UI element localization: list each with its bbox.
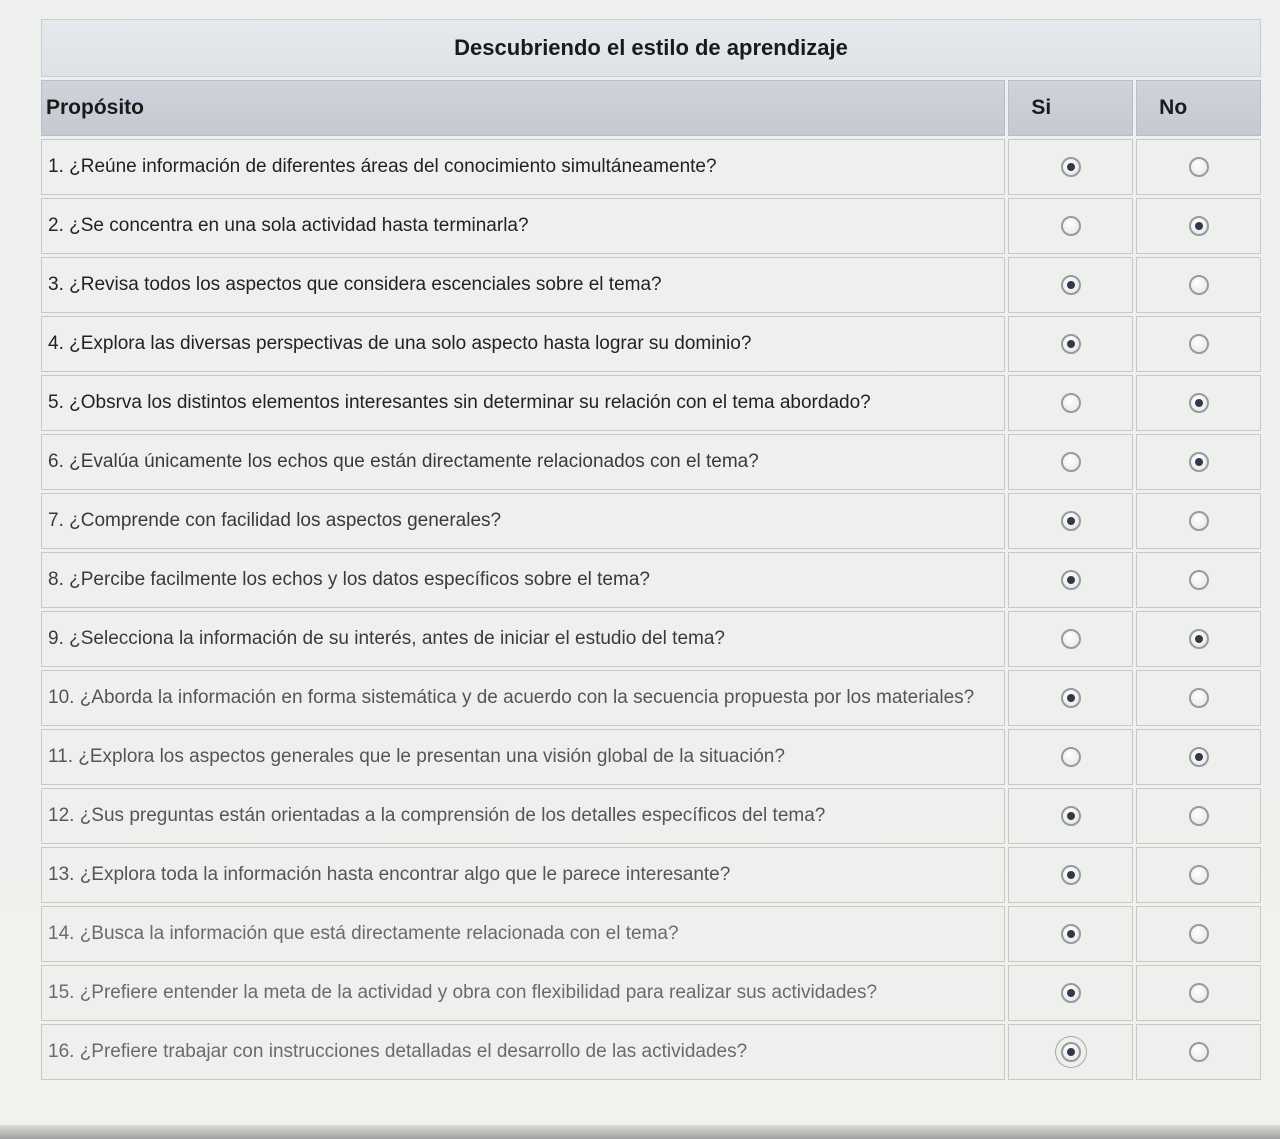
no-option-cell — [1136, 552, 1261, 608]
yes-radio-selected-icon[interactable] — [1061, 570, 1081, 590]
yes-radio-selected-icon[interactable] — [1061, 334, 1081, 354]
no-option-cell — [1136, 257, 1261, 313]
yes-radio-unselected-icon[interactable] — [1061, 629, 1081, 649]
no-option-cell — [1136, 198, 1261, 254]
no-radio-unselected-icon[interactable] — [1189, 806, 1209, 826]
question-row — [41, 965, 1261, 1021]
no-radio-unselected-icon[interactable] — [1189, 688, 1209, 708]
question-text: 8. ¿Percibe facilmente los echos y los datos específicos sobre el tema? — [41, 552, 1005, 608]
yes-option-cell — [1008, 611, 1133, 667]
yes-option-cell — [1008, 316, 1133, 372]
question-row — [41, 729, 1261, 785]
yes-radio-selected-icon[interactable] — [1061, 157, 1081, 177]
no-option-cell — [1136, 670, 1261, 726]
no-radio-unselected-icon[interactable] — [1189, 157, 1209, 177]
no-radio-unselected-icon[interactable] — [1189, 275, 1209, 295]
no-radio-unselected-icon[interactable] — [1189, 334, 1209, 354]
yes-radio-unselected-icon[interactable] — [1061, 216, 1081, 236]
question-row — [41, 257, 1261, 313]
question-text: 4. ¿Explora las diversas perspectivas de una solo aspecto hasta lograr su dominio? — [41, 316, 1005, 372]
question-text: 13. ¿Explora toda la información hasta encontrar algo que le parece interesante? — [41, 847, 1005, 903]
no-option-cell — [1136, 965, 1261, 1021]
question-row — [41, 493, 1261, 549]
question-row — [41, 316, 1261, 372]
yes-radio-selected-icon[interactable] — [1061, 806, 1081, 826]
question-row — [41, 906, 1261, 962]
yes-radio-selected-icon[interactable] — [1061, 275, 1081, 295]
question-row — [41, 788, 1261, 844]
yes-radio-selected-icon[interactable] — [1061, 688, 1081, 708]
yes-option-cell — [1008, 847, 1133, 903]
question-row — [41, 1024, 1261, 1080]
no-option-cell — [1136, 434, 1261, 490]
no-radio-selected-icon[interactable] — [1189, 629, 1209, 649]
yes-option-cell — [1008, 257, 1133, 313]
question-text: 12. ¿Sus preguntas están orientadas a la comprensión de los detalles específicos del tema? — [41, 788, 1005, 844]
yes-option-cell — [1008, 670, 1133, 726]
no-option-cell — [1136, 906, 1261, 962]
yes-radio-selected-icon[interactable] — [1061, 1042, 1081, 1062]
header-row — [41, 80, 1261, 136]
no-option-cell — [1136, 788, 1261, 844]
no-option-cell — [1136, 493, 1261, 549]
purpose-column-header: Propósito — [41, 80, 1005, 136]
yes-radio-selected-icon[interactable] — [1061, 983, 1081, 1003]
title-row — [41, 19, 1261, 77]
no-radio-selected-icon[interactable] — [1189, 452, 1209, 472]
no-option-cell — [1136, 139, 1261, 195]
yes-option-cell — [1008, 375, 1133, 431]
question-row — [41, 139, 1261, 195]
no-radio-unselected-icon[interactable] — [1189, 983, 1209, 1003]
yes-radio-selected-icon[interactable] — [1061, 924, 1081, 944]
bottom-bar — [0, 1125, 1280, 1139]
yes-option-cell — [1008, 965, 1133, 1021]
question-text: 10. ¿Aborda la información en forma sistemática y de acuerdo con la secuencia propuesta por los materiales? — [41, 670, 1005, 726]
no-radio-selected-icon[interactable] — [1189, 216, 1209, 236]
question-text: 2. ¿Se concentra en una sola actividad hasta terminarla? — [41, 198, 1005, 254]
question-text: 1. ¿Reúne información de diferentes áreas del conocimiento simultáneamente? — [41, 139, 1005, 195]
yes-radio-selected-icon[interactable] — [1061, 865, 1081, 885]
no-radio-unselected-icon[interactable] — [1189, 865, 1209, 885]
no-radio-unselected-icon[interactable] — [1189, 1042, 1209, 1062]
yes-radio-selected-icon[interactable] — [1061, 511, 1081, 531]
yes-option-cell — [1008, 1024, 1133, 1080]
yes-column-header: Si — [1008, 80, 1133, 136]
yes-option-cell — [1008, 788, 1133, 844]
yes-option-cell — [1008, 552, 1133, 608]
question-text: 9. ¿Selecciona la información de su interés, antes de iniciar el estudio del tema? — [41, 611, 1005, 667]
question-text: 16. ¿Prefiere trabajar con instrucciones detalladas el desarrollo de las actividades? — [41, 1024, 1005, 1080]
learning-style-survey-table — [38, 16, 1264, 1083]
question-text: 5. ¿Obsrva los distintos elementos interesantes sin determinar su relación con el tema abordado? — [41, 375, 1005, 431]
question-row — [41, 670, 1261, 726]
question-row — [41, 434, 1261, 490]
no-radio-selected-icon[interactable] — [1189, 393, 1209, 413]
question-text: 15. ¿Prefiere entender la meta de la actividad y obra con flexibilidad para realizar sus actividades? — [41, 965, 1005, 1021]
question-row — [41, 198, 1261, 254]
question-text: 6. ¿Evalúa únicamente los echos que están directamente relacionados con el tema? — [41, 434, 1005, 490]
question-text: 14. ¿Busca la información que está directamente relacionada con el tema? — [41, 906, 1005, 962]
no-radio-unselected-icon[interactable] — [1189, 511, 1209, 531]
yes-option-cell — [1008, 493, 1133, 549]
question-text: 11. ¿Explora los aspectos generales que le presentan una visión global de la situación? — [41, 729, 1005, 785]
no-radio-selected-icon[interactable] — [1189, 747, 1209, 767]
yes-radio-unselected-icon[interactable] — [1061, 452, 1081, 472]
no-option-cell — [1136, 316, 1261, 372]
yes-radio-unselected-icon[interactable] — [1061, 393, 1081, 413]
no-option-cell — [1136, 375, 1261, 431]
no-option-cell — [1136, 611, 1261, 667]
question-text: 7. ¿Comprende con facilidad los aspectos generales? — [41, 493, 1005, 549]
question-row — [41, 847, 1261, 903]
yes-radio-unselected-icon[interactable] — [1061, 747, 1081, 767]
no-option-cell — [1136, 847, 1261, 903]
yes-option-cell — [1008, 906, 1133, 962]
question-row — [41, 611, 1261, 667]
no-column-header: No — [1136, 80, 1261, 136]
no-option-cell — [1136, 729, 1261, 785]
question-text: 3. ¿Revisa todos los aspectos que considera escenciales sobre el tema? — [41, 257, 1005, 313]
yes-option-cell — [1008, 434, 1133, 490]
yes-option-cell — [1008, 139, 1133, 195]
survey-title: Descubriendo el estilo de aprendizaje — [41, 19, 1261, 77]
yes-option-cell — [1008, 198, 1133, 254]
question-row — [41, 375, 1261, 431]
question-row — [41, 552, 1261, 608]
no-radio-unselected-icon[interactable] — [1189, 924, 1209, 944]
yes-option-cell — [1008, 729, 1133, 785]
no-radio-unselected-icon[interactable] — [1189, 570, 1209, 590]
no-option-cell — [1136, 1024, 1261, 1080]
